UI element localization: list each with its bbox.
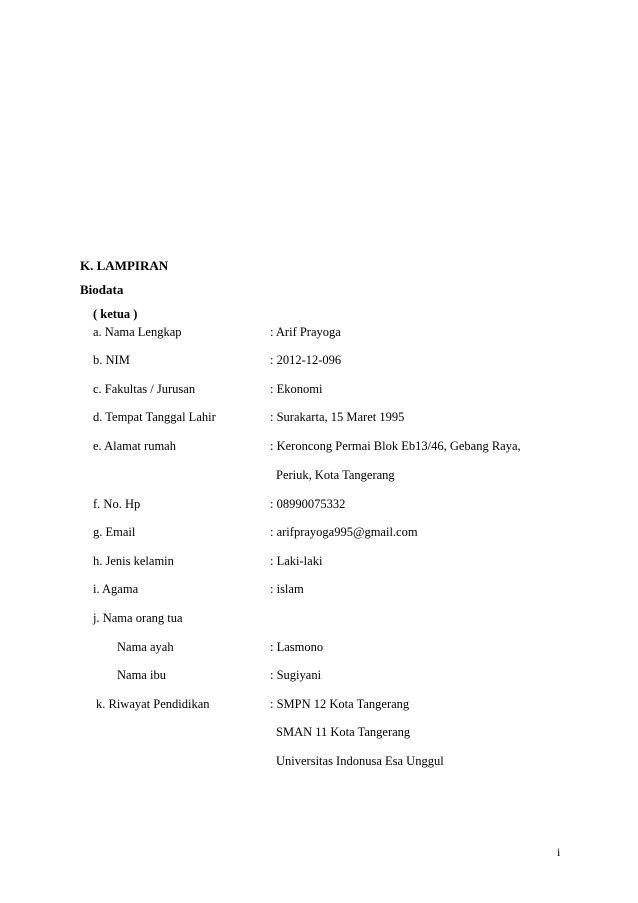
field-value-riwayat-pendidikan-sma: SMAN 11 Kota Tangerang bbox=[276, 725, 411, 739]
field-label-no-hp: f. No. Hp bbox=[93, 497, 141, 511]
role-label: ( ketua ) bbox=[93, 307, 138, 321]
field-label-nim: b. NIM bbox=[93, 353, 130, 367]
field-value-nim: : 2012-12-096 bbox=[270, 353, 342, 367]
field-value-no-hp: : 08990075332 bbox=[270, 497, 346, 511]
field-value-jenis-kelamin: : Laki-laki bbox=[270, 554, 323, 568]
field-value-email: : arifprayoga995@gmail.com bbox=[270, 525, 418, 539]
field-label-ttl: d. Tempat Tanggal Lahir bbox=[93, 410, 216, 424]
field-value-nama-lengkap: : Arif Prayoga bbox=[270, 325, 341, 339]
field-value-nama-ayah: : Lasmono bbox=[270, 640, 324, 654]
field-label-nama-ayah: Nama ayah bbox=[117, 640, 174, 654]
field-label-email: g. Email bbox=[93, 525, 136, 539]
field-label-agama: i. Agama bbox=[93, 582, 139, 596]
field-label-alamat: e. Alamat rumah bbox=[93, 439, 176, 453]
field-value-agama: : islam bbox=[270, 582, 304, 596]
field-label-nama-lengkap: a. Nama Lengkap bbox=[93, 325, 182, 339]
field-value-fakultas: : Ekonomi bbox=[270, 382, 323, 396]
field-label-nama-orang-tua: j. Nama orang tua bbox=[93, 611, 183, 625]
field-label-jenis-kelamin: h. Jenis kelamin bbox=[93, 554, 174, 568]
field-value-ttl: : Surakarta, 15 Maret 1995 bbox=[270, 410, 405, 424]
page-number: i bbox=[557, 845, 561, 859]
field-value-nama-ibu: : Sugiyani bbox=[270, 668, 322, 682]
field-label-riwayat-pendidikan: k. Riwayat Pendidikan bbox=[96, 697, 210, 711]
field-value-riwayat-pendidikan: : SMPN 12 Kota Tangerang bbox=[270, 697, 410, 711]
section-subheading: Biodata bbox=[80, 282, 124, 297]
field-label-nama-ibu: Nama ibu bbox=[117, 668, 166, 682]
section-heading: K. LAMPIRAN bbox=[80, 258, 169, 273]
field-label-fakultas: c. Fakultas / Jurusan bbox=[93, 382, 196, 396]
field-value-alamat-cont: Periuk, Kota Tangerang bbox=[276, 468, 395, 482]
field-value-alamat: : Keroncong Permai Blok Eb13/46, Gebang Raya, bbox=[270, 439, 521, 453]
field-value-riwayat-pendidikan-univ: Universitas Indonusa Esa Unggul bbox=[276, 754, 444, 768]
